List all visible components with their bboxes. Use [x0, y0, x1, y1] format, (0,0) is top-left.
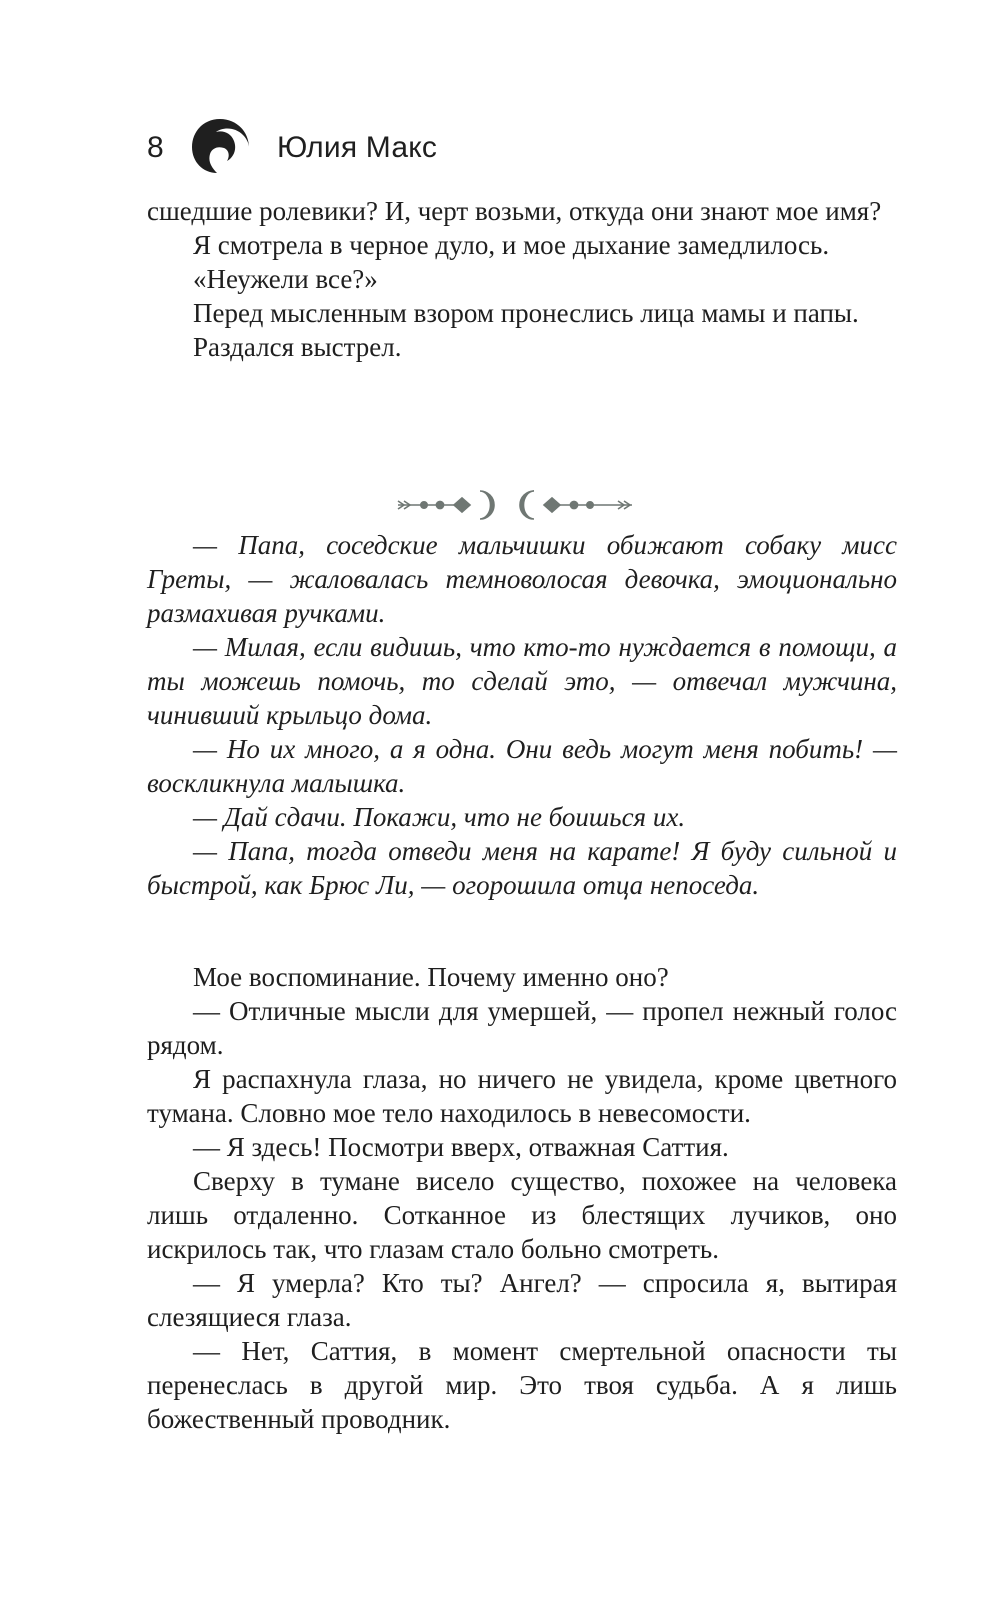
text-section-2: [147, 960, 897, 1436]
swirl-logo-icon: [187, 115, 253, 181]
paragraph: Мое воспоминание. Почему именно оно?: [193, 962, 669, 992]
moon-ornament-divider-icon: [396, 486, 648, 524]
paragraph: — Я здесь! Посмотри вверх, отважная Саттия.: [193, 1132, 729, 1162]
paragraph: — Я умерла? Кто ты? Ангел? — спросила я, вытирая слезящиеся глаза.: [147, 1268, 897, 1332]
paragraph: — Но их много, а я одна. Они ведь могут меня побить! — воскликнула малышка.: [147, 734, 897, 798]
paragraph: Раздался выстрел.: [193, 332, 402, 362]
paragraph: «Неужели все?»: [193, 264, 378, 294]
running-header: [147, 118, 437, 178]
paragraph: — Дай сдачи. Покажи, что не боишься их.: [193, 802, 686, 832]
paragraph: — Милая, если видишь, что кто-то нуждается в помощи, а ты можешь помочь, то сделай это, — отвечал мужчина, чинивший крыльцо дома.: [147, 632, 897, 730]
paragraph: Я смотрела в черное дуло, и мое дыхание замедлилось.: [193, 230, 830, 260]
paragraph: — Папа, тогда отведи меня на карате! Я буду сильной и быстрой, как Брюс Ли, — огорошила отца непоседа.: [147, 836, 897, 900]
page-number: 8: [147, 131, 164, 164]
paragraph: сшедшие ролевики? И, черт возьми, откуда они знают мое имя?: [147, 196, 882, 226]
flashback-section: [147, 528, 897, 902]
paragraph: — Папа, соседские мальчишки обижают собаку мисс Греты, — жаловалась темноволосая девочка, эмоционально размахивая ручками.: [147, 530, 897, 628]
paragraph: Перед мысленным взором пронеслись лица мамы и папы.: [193, 298, 859, 328]
paragraph: — Отличные мысли для умершей, — пропел нежный голос рядом.: [147, 996, 897, 1060]
paragraph: — Нет, Саттия, в момент смертельной опасности ты перенеслась в другой мир. Это твоя судьба. А я лишь божественный проводник.: [147, 1336, 897, 1434]
author-name: Юлия Макс: [277, 131, 438, 164]
text-section-1: [147, 194, 897, 364]
paragraph: Я распахнула глаза, но ничего не увидела, кроме цветного тумана. Словно мое тело находилось в невесомости.: [147, 1064, 897, 1128]
paragraph: Сверху в тумане висело существо, похожее на человека лишь отдаленно. Сотканное из блестящих лучиков, оно искрилось так, что глазам стало больно смотреть.: [147, 1166, 897, 1264]
